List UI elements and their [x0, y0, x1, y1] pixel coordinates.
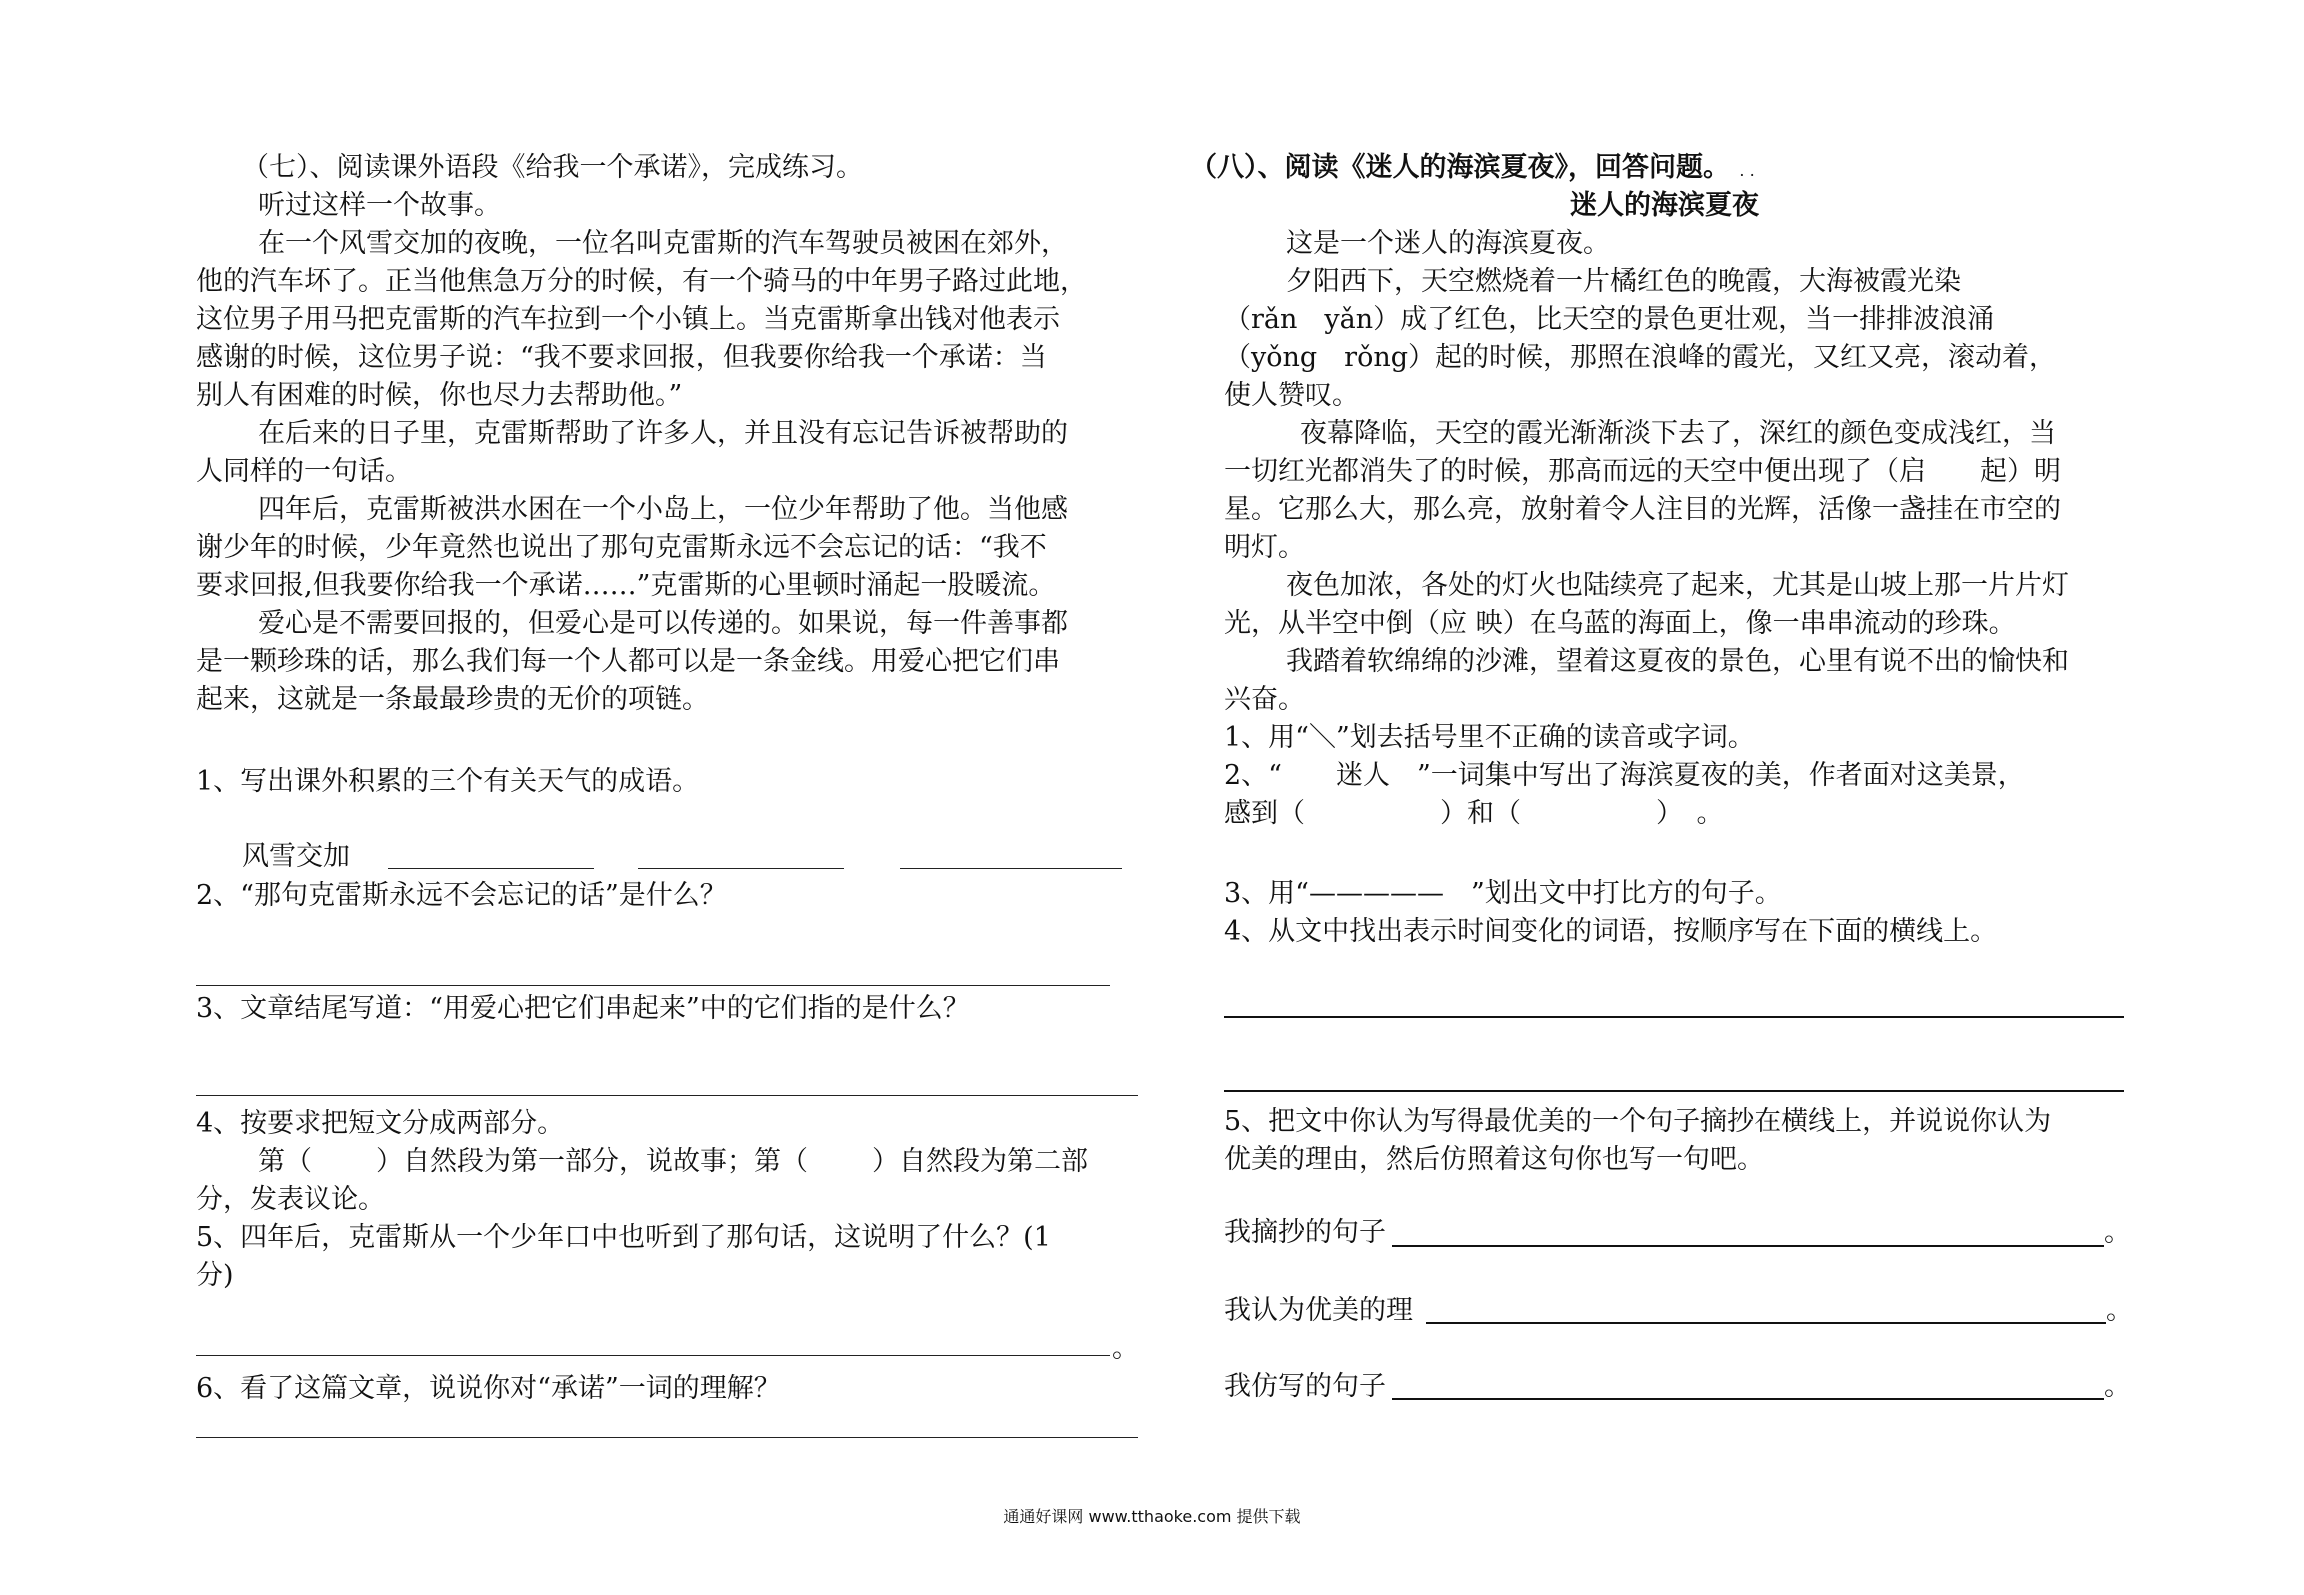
question-6: 6、看了这篇文章，说说你对“承诺”一词的理解？	[196, 1373, 781, 1404]
r-paragraph-1: 这是一个迷人的海滨夏夜。	[1286, 228, 1610, 259]
paragraph-5-line-3: 起来，这就是一条最最珍贵的无价的项链。	[196, 684, 709, 715]
r-paragraph-3-line-3: 星。它那么大，那么亮，放射着令人注目的光辉，活像一盏挂在市空的	[1224, 494, 2061, 525]
question-5-line-1: 5、四年后，克雷斯从一个少年口中也听到了那句话，这说明了什么？(1	[196, 1222, 1051, 1253]
answer-line-idiom-1[interactable]	[388, 868, 594, 869]
r-paragraph-2-line-1: 夕阳西下，天空燃烧着一片橘红色的晚霞，大海被霞光染	[1286, 266, 1961, 297]
r-paragraph-2-line-3: （yǒng rǒng）起的时候，那照在浪峰的霞光，又红又亮，滚动着，	[1224, 342, 2057, 373]
answer-line-idiom-3[interactable]	[900, 868, 1122, 869]
r-paragraph-4-line-2: 光，从半空中倒（应 映）在乌蓝的海面上，像一串串流动的珍珠。	[1224, 608, 2016, 639]
title-dots: . .	[1739, 161, 1755, 180]
section-8-title-text: （八）、阅读《迷人的海滨夏夜》，回答问题。	[1190, 152, 1730, 183]
r-paragraph-5-line-2: 兴奋。	[1224, 684, 1305, 715]
r-question-1: 1、用“＼”划去括号里不正确的读音或字词。	[1224, 722, 1755, 753]
copy-sentence-label: 我摘抄的句子	[1224, 1217, 1386, 1248]
question-4-line-1	[258, 1143, 1088, 1181]
r-question-4: 4、从文中找出表示时间变化的词语，按顺序写在下面的横线上。	[1224, 916, 1998, 947]
q4-end: ）自然段为第二部	[872, 1146, 1088, 1177]
copy-sentence-line[interactable]	[1392, 1245, 2104, 1247]
answer-line-q6[interactable]	[196, 1437, 1138, 1438]
imitate-line[interactable]	[1392, 1398, 2104, 1400]
question-3: 3、文章结尾写道：“用爱心把它们串起来”中的它们指的是什么？	[196, 993, 970, 1024]
answer-line-r-q4-1[interactable]	[1224, 1016, 2124, 1018]
r-paragraph-2-line-2: （rǎn yǎn）成了红色，比天空的景色更壮观，当一排排波浪涌	[1224, 304, 1995, 335]
r-paragraph-2-line-4: 使人赞叹。	[1224, 380, 1359, 411]
r-question-2-line-2: 感到（ ）和（ ） 。	[1224, 798, 1724, 829]
question-4: 4、按要求把短文分成两部分。	[196, 1108, 565, 1139]
q4-first-open: 第（	[258, 1146, 312, 1177]
question-1-example: 风雪交加	[242, 841, 350, 872]
paragraph-4-line-2: 谢少年的时候，少年竟然也说出了那句克雷斯永远不会忘记的话：“我不	[196, 532, 1047, 563]
story-title: 迷人的海滨夏夜	[1570, 190, 1759, 221]
reason-period: 。	[2106, 1295, 2133, 1326]
r-paragraph-3-line-2: 一切红光都消失了的时候，那高而远的天空中便出现了（启 起）明	[1224, 456, 2061, 487]
r-question-3: 3、用“————— ”划出文中打比方的句子。	[1224, 878, 1782, 909]
question-4-line-2: 分，发表议论。	[196, 1184, 385, 1215]
question-1: 1、写出课外积累的三个有关天气的成语。	[196, 766, 700, 797]
reason-line[interactable]	[1426, 1322, 2106, 1324]
paragraph-4-line-3: 要求回报,但我要你给我一个承诺……”克雷斯的心里顿时涌起一股暖流。	[196, 570, 1056, 601]
reason-label: 我认为优美的理	[1224, 1295, 1413, 1326]
copy-sentence-period: 。	[2104, 1217, 2131, 1248]
imitate-label: 我仿写的句子	[1224, 1371, 1386, 1402]
answer-line-q5[interactable]	[196, 1355, 1110, 1356]
r-paragraph-3-line-1: 夜幕降临，天空的霞光渐渐淡下去了，深红的颜色变成浅红，当	[1300, 418, 2056, 449]
paragraph-2-line-4: 感谢的时候，这位男子说：“我不要求回报，但我要你给我一个承诺：当	[196, 342, 1047, 373]
r-question-2-line-1: 2、“ 迷人 ”一词集中写出了海滨夏夜的美，作者面对这美景，	[1224, 760, 2025, 791]
paragraph-4-line-1: 四年后，克雷斯被洪水困在一个小岛上，一位少年帮助了他。当他感	[258, 494, 1068, 525]
section-8-title	[1190, 149, 1755, 190]
paragraph-3-line-2: 人同样的一句话。	[196, 456, 412, 487]
paragraph-5-line-1: 爱心是不需要回报的，但爱心是可以传递的。如果说，每一件善事都	[258, 608, 1068, 639]
r-paragraph-5-line-1: 我踏着软绵绵的沙滩，望着这夏夜的景色，心里有说不出的愉快和	[1286, 646, 2069, 677]
answer-line-idiom-2[interactable]	[638, 868, 844, 869]
answer-line-q3[interactable]	[196, 1095, 1138, 1096]
r-paragraph-4-line-1: 夜色加浓，各处的灯火也陆续亮了起来，尤其是山坡上那一片片灯	[1286, 570, 2069, 601]
q5-period: 。	[1112, 1333, 1139, 1364]
q4-middle: ）自然段为第一部分，说故事；第（	[376, 1146, 808, 1177]
question-5-line-2: 分)	[196, 1260, 234, 1291]
question-2: 2、“那句克雷斯永远不会忘记的话”是什么？	[196, 880, 727, 911]
r-question-5-line-2: 优美的理由，然后仿照着这句你也写一句吧。	[1224, 1144, 1764, 1175]
answer-line-q2[interactable]	[196, 985, 1110, 986]
paragraph-2-line-3: 这位男子用马把克雷斯的汽车拉到一个小镇上。当克雷斯拿出钱对他表示	[196, 304, 1060, 335]
paragraph-3-line-1: 在后来的日子里，克雷斯帮助了许多人，并且没有忘记告诉被帮助的	[258, 418, 1068, 449]
footer-credit: 通通好课网 www.tthaoke.com 提供下载	[1003, 1507, 1301, 1526]
r-question-5-line-1: 5、把文中你认为写得最优美的一个句子摘抄在横线上，并说说你认为	[1224, 1106, 2052, 1137]
paragraph-2-line-1: 在一个风雪交加的夜晚，一位名叫克雷斯的汽车驾驶员被困在郊外，	[258, 228, 1068, 259]
paragraph-2-line-5: 别人有困难的时候，你也尽力去帮助他。”	[196, 380, 683, 411]
answer-line-r-q4-2[interactable]	[1224, 1090, 2124, 1092]
paragraph-2-line-2: 他的汽车坏了。正当他焦急万分的时候，有一个骑马的中年男子路过此地，	[196, 266, 1087, 297]
section-7-title: （七）、阅读课外语段《给我一个承诺》，完成练习。	[242, 152, 863, 183]
r-paragraph-3-line-4: 明灯。	[1224, 532, 1305, 563]
paragraph-1: 听过这样一个故事。	[258, 190, 501, 221]
paragraph-5-line-2: 是一颗珍珠的话，那么我们每一个人都可以是一条金线。用爱心把它们串	[196, 646, 1060, 677]
imitate-period: 。	[2104, 1371, 2131, 1402]
